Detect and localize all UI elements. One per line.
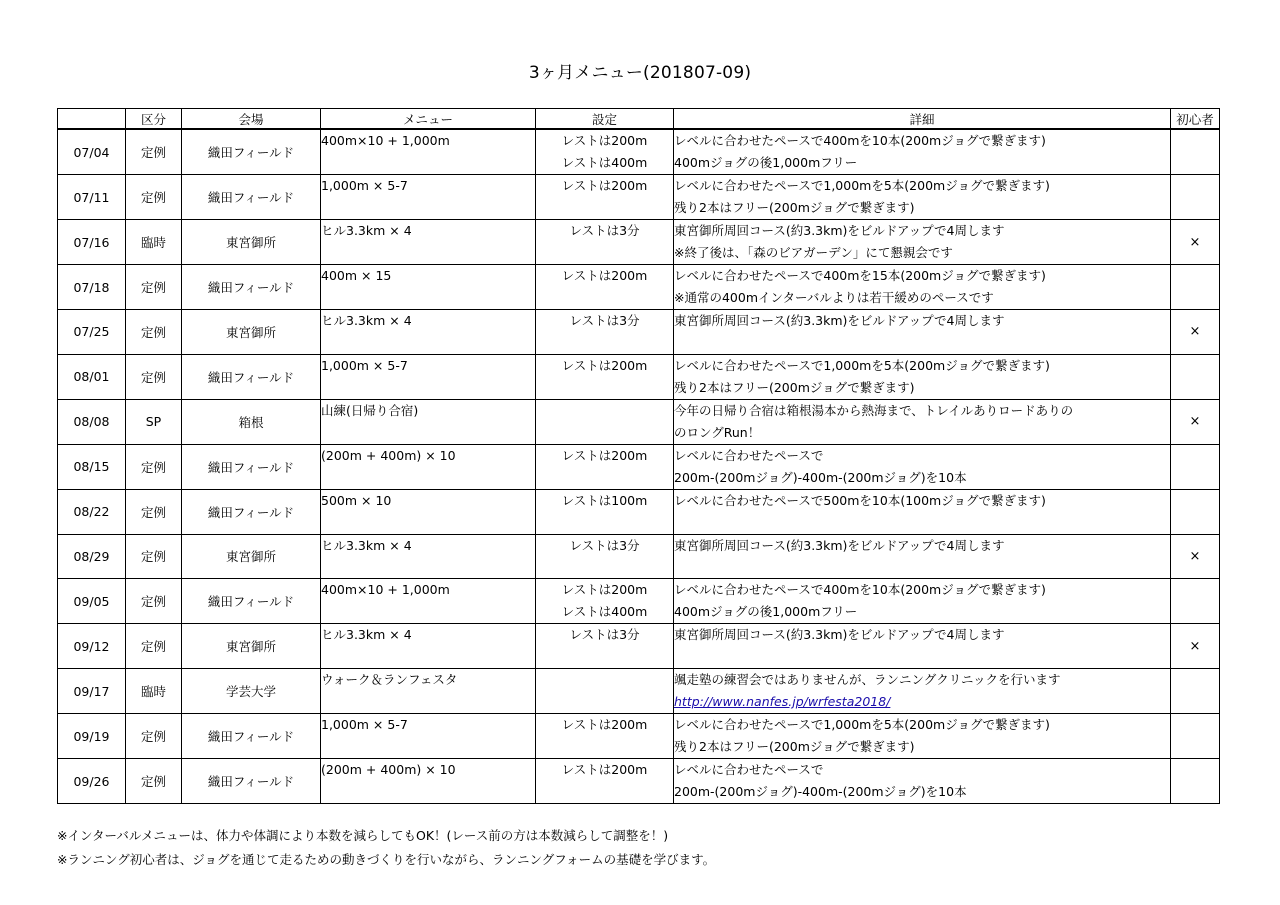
date-cell: 09/05 [58,579,126,624]
beginner-mark: × [1189,324,1201,340]
setting-line: レストは200m [561,133,648,148]
setting-line: レストは3分 [569,537,640,553]
date-cell: 09/17 [58,669,126,714]
type-cell: 定例 [126,624,182,669]
detail-cell [674,759,1171,804]
detail-line: レベルに合わせたペースで400mを15本(200mジョグで繋ぎます) [674,268,1046,283]
detail-cell [674,579,1171,624]
date-cell: 09/12 [58,624,126,669]
venue-cell: 織田フィールド [182,354,321,399]
type-cell: 臨時 [126,669,182,714]
type-cell: 定例 [126,714,182,759]
venue-cell: 織田フィールド [182,175,321,220]
setting-line: レストは200m [561,268,648,283]
setting-line: レストは200m [561,357,648,373]
detail-line: 200m-(200mジョグ)-400m-(200mジョグ)を10本 [674,784,967,800]
detail-cell [674,399,1171,444]
setting-cell [536,220,674,265]
table-row [58,489,1220,534]
setting-cell [536,354,674,399]
detail-line: 東宮御所周回コース(約3.3km)をビルドアップで4周します [674,627,1005,643]
menu-cell: ヒル3.3km × 4 [321,310,536,355]
detail-line: 残り2本はフリー(200mジョグで繋ぎます) [674,739,915,755]
venue-cell: 東宮御所 [182,220,321,265]
col-header-date [58,109,126,130]
detail-line: レベルに合わせたペースで400mを10本(200mジョグで繋ぎます) [674,133,1046,148]
table-row [58,265,1220,310]
table-row [58,175,1220,220]
type-cell: 定例 [126,759,182,804]
header-row [58,109,1220,130]
menu-cell: ウォーク＆ランフェスタ [321,669,536,714]
beginner-cell [1171,175,1220,220]
detail-line: レベルに合わせたペースで500mを10本(100mジョグで繋ぎます) [674,492,1046,508]
type-cell: SP [126,399,182,444]
date-cell: 09/26 [58,759,126,804]
menu-cell: 400m×10 + 1,000m [321,579,536,624]
date-cell: 07/18 [58,265,126,310]
setting-line: レストは3分 [569,223,640,238]
col-header-setting: 設定 [536,109,674,130]
table-row [58,579,1220,624]
note-interval: ※インターバルメニューは、体力や体調により本数を減らしてもOK！(レース前の方は本数減らして調整を！) [57,828,669,843]
detail-cell [674,354,1171,399]
col-header-venue: 会場 [182,109,321,130]
setting-line: レストは200m [561,178,648,193]
setting-cell [536,714,674,759]
beginner-cell [1171,265,1220,310]
beginner-cell [1171,399,1220,444]
beginner-cell [1171,714,1220,759]
detail-line: 東宮御所周回コース(約3.3km)をビルドアップで4周します [674,313,1005,328]
beginner-mark: × [1189,548,1201,564]
page-title: 3ヶ月メニュー(201807-09) [528,63,752,83]
col-header-menu: メニュー [321,109,536,130]
beginner-cell [1171,759,1220,804]
detail-cell [674,220,1171,265]
beginner-mark: × [1189,234,1201,250]
date-cell: 07/04 [58,129,126,175]
detail-line: 東宮御所周回コース(約3.3km)をビルドアップで4周します [674,223,1005,238]
venue-cell: 東宮御所 [182,624,321,669]
detail-line: 残り2本はフリー(200mジョグで繋ぎます) [674,379,915,395]
menu-cell: 1,000m × 5-7 [321,354,536,399]
type-cell: 定例 [126,265,182,310]
setting-line: レストは200m [561,582,648,598]
detail-line: 今年の日帰り合宿は箱根湯本から熱海まで、トレイルありロードありの [674,402,1074,418]
type-cell: 定例 [126,489,182,534]
beginner-cell [1171,669,1220,714]
detail-cell [674,265,1171,310]
notes [57,824,715,872]
setting-line: レストは400m [561,604,648,620]
date-cell: 07/16 [58,220,126,265]
venue-cell: 箱根 [182,399,321,444]
table-row [58,220,1220,265]
col-header-beginner: 初心者 [1171,109,1220,130]
setting-cell [536,444,674,489]
venue-cell: 東宮御所 [182,310,321,355]
venue-cell: 織田フィールド [182,759,321,804]
setting-line: レストは200m [561,447,648,463]
note-beginner: ※ランニング初心者は、ジョグを通じて走るための動きづくりを行いながら、ランニングフォームの基礎を学びます。 [57,852,716,867]
detail-cell [674,310,1171,355]
setting-line: レストは200m [561,762,648,778]
detail-line: 颯走塾の練習会ではありませんが、ランニングクリニックを行います [674,672,1061,688]
table-row [58,534,1220,579]
detail-cell [674,624,1171,669]
table-row [58,669,1220,714]
detail-line: レベルに合わせたペースで1,000mを5本(200mジョグで繋ぎます) [674,357,1050,373]
setting-line: レストは200m [561,717,648,733]
setting-cell [536,669,674,714]
table-row [58,714,1220,759]
menu-cell: 400m×10 + 1,000m [321,129,536,175]
detail-line: 東宮御所周回コース(約3.3km)をビルドアップで4周します [674,537,1005,553]
beginner-cell [1171,534,1220,579]
type-cell: 定例 [126,444,182,489]
type-cell: 定例 [126,579,182,624]
detail-line: レベルに合わせたペースで1,000mを5本(200mジョグで繋ぎます) [674,717,1050,733]
beginner-cell [1171,624,1220,669]
menu-cell: ヒル3.3km × 4 [321,624,536,669]
detail-line: レベルに合わせたペースで [674,447,824,463]
venue-cell: 東宮御所 [182,534,321,579]
detail-cell [674,444,1171,489]
date-cell: 07/25 [58,310,126,355]
detail-line: レベルに合わせたペースで1,000mを5本(200mジョグで繋ぎます) [674,178,1050,193]
setting-cell [536,489,674,534]
type-cell: 定例 [126,534,182,579]
menu-cell: 山練(日帰り合宿) [321,399,536,444]
type-cell: 臨時 [126,220,182,265]
detail-cell [674,534,1171,579]
table-row [58,624,1220,669]
table-row [58,354,1220,399]
menu-cell: (200m + 400m) × 10 [321,759,536,804]
col-header-type: 区分 [126,109,182,130]
detail-cell [674,489,1171,534]
menu-cell: 500m × 10 [321,489,536,534]
venue-cell: 織田フィールド [182,444,321,489]
setting-cell [536,624,674,669]
detail-line: ※終了後は、「森のビアガーデン」にて懇親会です [674,245,953,260]
detail-line: 400mジョグの後1,000mフリー [674,155,858,170]
setting-cell [536,759,674,804]
venue-cell: 織田フィールド [182,579,321,624]
type-cell: 定例 [126,310,182,355]
table-row [58,759,1220,804]
detail-line: レベルに合わせたペースで [674,762,824,778]
setting-line: レストは100m [561,492,648,508]
setting-cell [536,265,674,310]
table-row [58,129,1220,175]
detail-line: ※通常の400mインターバルよりは若干緩めのペースです [674,290,994,305]
setting-cell [536,399,674,444]
type-cell: 定例 [126,129,182,175]
setting-line: レストは3分 [569,627,640,643]
beginner-mark: × [1189,638,1201,654]
setting-line: レストは3分 [569,313,640,328]
type-cell: 定例 [126,175,182,220]
date-cell: 09/19 [58,714,126,759]
date-cell: 08/29 [58,534,126,579]
beginner-cell [1171,444,1220,489]
setting-line: レストは400m [561,155,648,170]
beginner-cell [1171,129,1220,175]
detail-cell [674,714,1171,759]
detail-line: のロングRun！ [674,424,761,440]
beginner-cell [1171,489,1220,534]
date-cell: 07/11 [58,175,126,220]
col-header-detail: 詳細 [674,109,1171,130]
venue-cell: 織田フィールド [182,129,321,175]
date-cell: 08/22 [58,489,126,534]
setting-cell [536,129,674,175]
festa-link[interactable]: http://www.nanfes.jp/wrfesta2018/ [674,694,891,710]
venue-cell: 学芸大学 [182,669,321,714]
setting-cell [536,175,674,220]
detail-line: 200m-(200mジョグ)-400m-(200mジョグ)を10本 [674,469,967,485]
menu-cell: 1,000m × 5-7 [321,714,536,759]
table-row [58,399,1220,444]
menu-cell: ヒル3.3km × 4 [321,220,536,265]
date-cell: 08/15 [58,444,126,489]
beginner-cell [1171,310,1220,355]
date-cell: 08/08 [58,399,126,444]
menu-cell: (200m + 400m) × 10 [321,444,536,489]
detail-line: レベルに合わせたペースで400mを10本(200mジョグで繋ぎます) [674,582,1046,598]
setting-cell [536,579,674,624]
venue-cell: 織田フィールド [182,265,321,310]
setting-cell [536,310,674,355]
detail-cell [674,669,1171,714]
setting-cell [536,534,674,579]
beginner-cell [1171,220,1220,265]
detail-cell [674,175,1171,220]
menu-cell: ヒル3.3km × 4 [321,534,536,579]
date-cell: 08/01 [58,354,126,399]
menu-cell: 400m × 15 [321,265,536,310]
detail-line: 400mジョグの後1,000mフリー [674,604,858,620]
detail-line: 残り2本はフリー(200mジョグで繋ぎます) [674,200,915,215]
table-row [58,444,1220,489]
beginner-mark: × [1189,414,1201,430]
detail-cell [674,129,1171,175]
beginner-cell [1171,354,1220,399]
venue-cell: 織田フィールド [182,489,321,534]
schedule-table [57,108,1220,804]
beginner-cell [1171,579,1220,624]
table-row [58,310,1220,355]
menu-cell: 1,000m × 5-7 [321,175,536,220]
venue-cell: 織田フィールド [182,714,321,759]
type-cell: 定例 [126,354,182,399]
